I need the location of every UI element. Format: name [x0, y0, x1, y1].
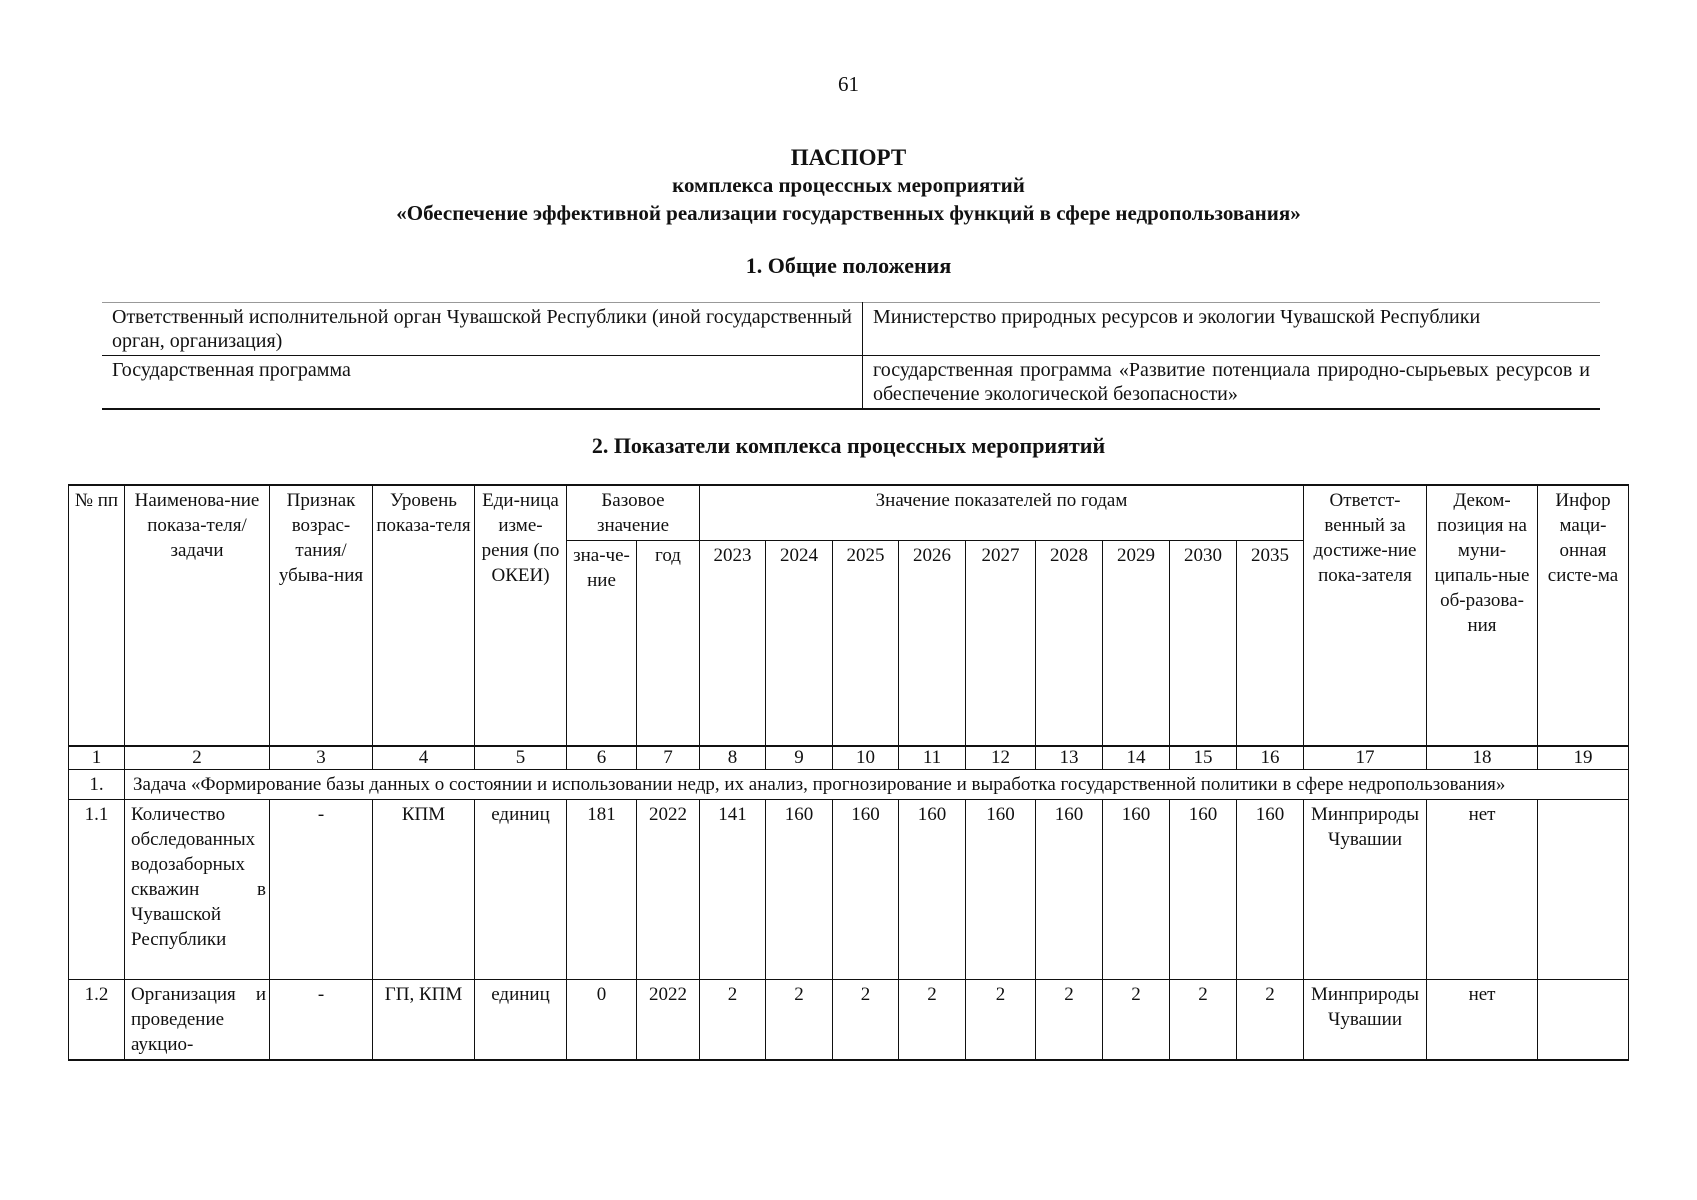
row-unit: единиц [475, 799, 567, 979]
header-years-group: Значение показателей по годам [700, 485, 1304, 541]
column-number: 9 [766, 746, 833, 770]
row-value: 160 [833, 799, 899, 979]
header-year: 2026 [899, 541, 966, 746]
column-number: 5 [475, 746, 567, 770]
general-label: Государственная программа [102, 356, 863, 410]
row-base-year: 2022 [637, 979, 700, 1060]
column-number: 7 [637, 746, 700, 770]
row-value: 160 [1103, 799, 1170, 979]
column-number: 14 [1103, 746, 1170, 770]
row-base-value: 0 [567, 979, 637, 1060]
header-year: 2029 [1103, 541, 1170, 746]
column-number: 2 [125, 746, 270, 770]
table-row [69, 799, 1629, 979]
header-sign: Признак возрас-тания/ убыва-ния [270, 485, 373, 746]
header-year: 2027 [966, 541, 1036, 746]
header-info-system: Инфор маци-онная систе-ма [1538, 485, 1629, 746]
row-value: 2 [1170, 979, 1237, 1060]
column-number: 4 [373, 746, 475, 770]
row-info-system [1538, 979, 1629, 1060]
column-number: 8 [700, 746, 766, 770]
general-value: Министерство природных ресурсов и экологии Чувашской Республики [863, 303, 1601, 356]
header-unit: Еди-ница изме-рения (по ОКЕИ) [475, 485, 567, 746]
general-provisions-table [102, 302, 1600, 410]
row-decomposition: нет [1427, 979, 1538, 1060]
row-value: 2 [766, 979, 833, 1060]
column-number-row [69, 746, 1629, 770]
title-line-3: «Обеспечение эффективной реализации государственных функций в сфере недропользования» [396, 201, 1301, 225]
header-year: 2030 [1170, 541, 1237, 746]
row-level: ГП, КПМ [373, 979, 475, 1060]
row-base-value: 181 [567, 799, 637, 979]
row-num: 1.2 [69, 979, 125, 1060]
row-value: 2 [700, 979, 766, 1060]
header-name: Наименова-ние показа-теля/задачи [125, 485, 270, 746]
column-number: 15 [1170, 746, 1237, 770]
row-name: Организация и проведение аукцио- [125, 979, 270, 1060]
header-year: 2028 [1036, 541, 1103, 746]
general-label: Ответственный исполнительной орган Чувашской Республики (иной государственный орган, организация) [102, 303, 863, 356]
column-number: 12 [966, 746, 1036, 770]
header-year: 2023 [700, 541, 766, 746]
row-value: 160 [899, 799, 966, 979]
general-row [102, 303, 1600, 356]
row-sign: - [270, 979, 373, 1060]
header-num: № пп [69, 485, 125, 746]
header-year: 2025 [833, 541, 899, 746]
header-base: Базовое значение [567, 485, 700, 541]
table-header-row [69, 485, 1629, 541]
column-number: 17 [1304, 746, 1427, 770]
column-number: 16 [1237, 746, 1304, 770]
title-line-1: ПАСПОРТ [790, 145, 907, 170]
row-info-system [1538, 799, 1629, 979]
row-value: 160 [1237, 799, 1304, 979]
task-num: 1. [69, 769, 125, 799]
row-value: 160 [1036, 799, 1103, 979]
row-sign: - [270, 799, 373, 979]
task-text: Задача «Формирование базы данных о состоянии и использовании недр, их анализ, прогнозирование и выработка государственной политики в сфере недропользования» [125, 769, 1629, 799]
table-row [69, 979, 1629, 1060]
row-value: 2 [1103, 979, 1170, 1060]
title-line-2: комплекса процессных мероприятий [672, 173, 1025, 197]
column-number: 3 [270, 746, 373, 770]
indicators-table [68, 484, 1629, 1061]
section-2-heading: 2. Показатели комплекса процессных мероприятий [591, 433, 1106, 458]
row-level: КПМ [373, 799, 475, 979]
column-number: 13 [1036, 746, 1103, 770]
header-year: 2035 [1237, 541, 1304, 746]
row-value: 2 [899, 979, 966, 1060]
document-title [0, 145, 1697, 227]
row-base-year: 2022 [637, 799, 700, 979]
row-num: 1.1 [69, 799, 125, 979]
header-base-value: зна-че-ние [567, 541, 637, 746]
column-number: 18 [1427, 746, 1538, 770]
column-number: 1 [69, 746, 125, 770]
header-level: Уровень показа-теля [373, 485, 475, 746]
column-number: 11 [899, 746, 966, 770]
column-number: 19 [1538, 746, 1629, 770]
row-value: 160 [966, 799, 1036, 979]
page-number: 61 [838, 72, 859, 96]
row-value: 141 [700, 799, 766, 979]
row-value: 2 [966, 979, 1036, 1060]
header-responsible: Ответст-венный за достиже-ние пока-зателя [1304, 485, 1427, 746]
column-number: 10 [833, 746, 899, 770]
row-decomposition: нет [1427, 799, 1538, 979]
task-row [69, 769, 1629, 799]
row-name: Количество обследованных водозаборных скважин в Чувашской Республики [125, 799, 270, 979]
row-value: 160 [766, 799, 833, 979]
general-row [102, 356, 1600, 410]
header-year: 2024 [766, 541, 833, 746]
row-responsible: Минприроды Чувашии [1304, 799, 1427, 979]
header-decomposition: Деком-позиция на муни-ципаль-ные об-разова-ния [1427, 485, 1538, 746]
row-value: 2 [1237, 979, 1304, 1060]
general-value: государственная программа «Развитие потенциала природно-сырьевых ресурсов и обеспечение экологической безопасности» [863, 356, 1601, 410]
column-number: 6 [567, 746, 637, 770]
section-1-heading: 1. Общие положения [745, 253, 952, 278]
row-value: 2 [833, 979, 899, 1060]
header-base-year: год [637, 541, 700, 746]
row-responsible: Минприроды Чувашии [1304, 979, 1427, 1060]
row-value: 160 [1170, 799, 1237, 979]
row-value: 2 [1036, 979, 1103, 1060]
row-unit: единиц [475, 979, 567, 1060]
